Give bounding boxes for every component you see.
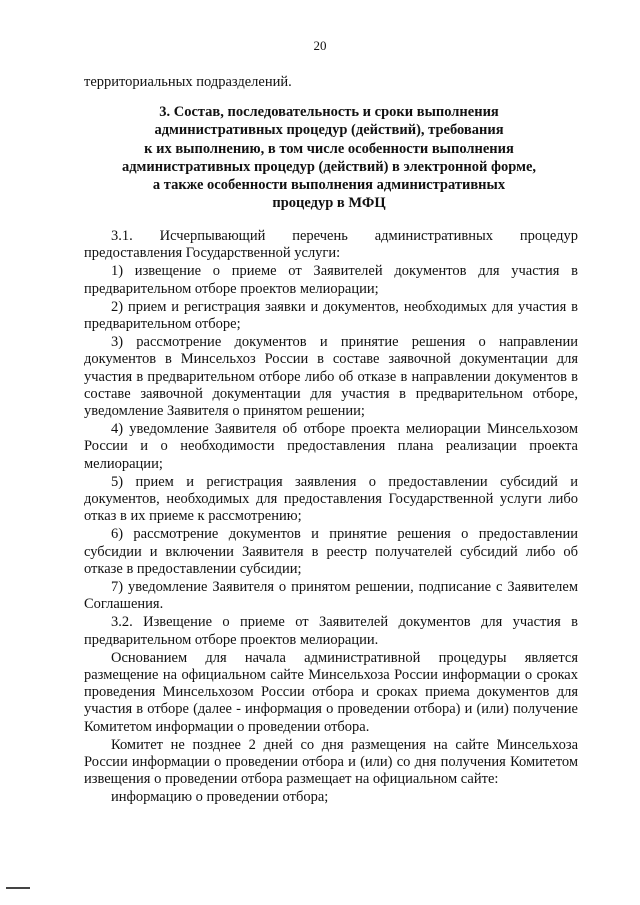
paragraph-last-line: информацию о проведении отбора; [111,788,329,805]
page-number: 20 [313,38,327,53]
list-item-2: 2) прием и регистрация заявки и документов, необходимых для участия в предварительном отборе; [84,298,578,333]
heading-line: 3. Состав, последовательность и сроки выполнения [159,104,499,120]
list-item-1: 1) извещение о приеме от Заявителей документов для участия в предварительном отборе проектов мелиорации; [84,263,578,297]
paragraph-basis: Основанием для начала административной процедуры является размещение на официальном сайте Минсельхоза России информации о сроках проведения Минсельхозом России отбора и сроках приема документов для участия в отборе (далее - информация о проведении отбора) и (или) получение Комитетом информации о проведении отбора. [84,649,578,735]
continuation-text: территориальных подразделений. [84,74,292,90]
list-item-3: 3) рассмотрение документов и принятие решения о направлении документов в Минсельхоз России в составе заявочной документации для участия в предварительном отборе либо об отказе в направлении документов в составе заявочной документации для участия в предварительном отборе, уведомление Заявителя о принятом решении; [84,334,578,420]
heading-line: административных процедур (действий), требования [154,122,504,139]
list-item-6: 6) рассмотрение документов и принятие решения о предоставлении субсидии и включении Заявителя в реестр получателей субсидий либо об отказе в предоставлении субсидии; [84,526,578,577]
heading-line: а также особенности выполнения административных [152,177,506,194]
scan-edge-mark [6,887,30,889]
list-item-4: 4) уведомление Заявителя об отборе проекта мелиорации Минсельхозом России и о необходимости предоставления плана реализации проекта мелиорации; [84,421,578,472]
heading-line: административных процедур (действий) в электронной форме, [121,158,537,175]
list-item-5: 5) прием и регистрация заявления о предоставлении субсидий и документов, необходимых для предоставления Государственной услуги либо отказ в их приеме к рассмотрению; [84,473,578,525]
document-body [84,228,578,806]
heading-line: к их выполнению, в том числе особенности выполнения [144,140,514,157]
list-item-7: 7) уведомление Заявителя о принятом решении, подписание с Заявителем Соглашения. [84,579,578,613]
paragraph-committee: Комитет не позднее 2 дней со дня размещения на сайте Минсельхоза России информации о проведении отбора и (или) со дня получения Комитетом извещения о проведении отбора размещает на официальном сайте: [84,736,578,788]
paragraph-3-1: 3.1. Исчерпывающий перечень административных процедур предоставления Государственной услуги: [84,228,578,262]
heading-line: процедур в МФЦ [272,195,386,212]
paragraph-3-2: 3.2. Извещение о приеме от Заявителей документов для участия в предварительном отборе проектов мелиорации. [84,614,578,648]
section-heading [84,103,574,213]
